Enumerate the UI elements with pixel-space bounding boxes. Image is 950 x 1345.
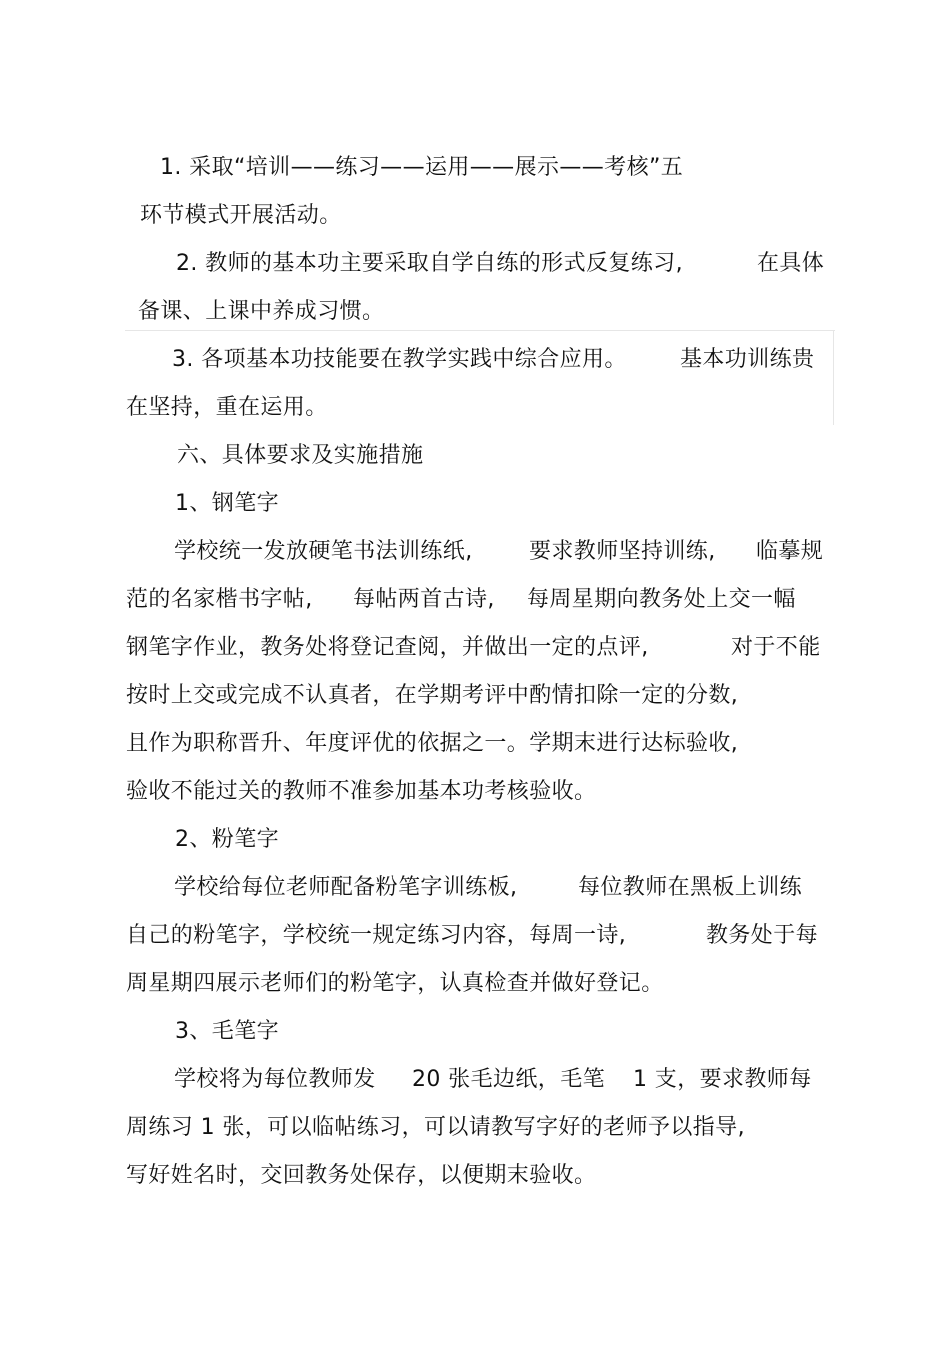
text-line: 周练习 1 张，可以临帖练习，可以请教写字好的老师予以指导, (126, 1115, 745, 1140)
frame-border-right (833, 330, 834, 425)
text-line: 对于不能 (731, 635, 821, 660)
text-line: 环节模式开展活动。 (140, 203, 342, 228)
text-line: 按时上交或完成不认真者，在学期考评中酌情扣除一定的分数, (126, 683, 739, 708)
text-line: 且作为职称晋升、年度评优的依据之一。学期末进行达标验收, (126, 731, 739, 756)
subsection-heading: 1、钢笔字 (175, 491, 279, 516)
text-line: 每周星期向教务处上交一幅 (527, 587, 796, 612)
text-line: 在坚持，重在运用。 (126, 395, 328, 420)
text-line: 备课、上课中养成习惯。 (138, 299, 385, 324)
section-heading: 六、具体要求及实施措施 (177, 443, 424, 468)
text-line: 1. 采取“培训——练习——运用——展示——考核”五 (160, 155, 684, 180)
text-line: 基本功训练贵 (680, 347, 815, 372)
text-line: 临摹规 (756, 539, 824, 564)
text-line: 范的名家楷书字帖, (126, 587, 313, 612)
text-line: 每帖两首古诗, (353, 587, 495, 612)
text-line: 验收不能过关的教师不准参加基本功考核验收。 (126, 779, 597, 804)
text-line: 在具体 (757, 251, 825, 276)
text-line: 教务处于每 (706, 923, 819, 948)
text-line: 钢笔字作业，教务处将登记查阅，并做出一定的点评, (126, 635, 649, 660)
text-line: 自己的粉笔字，学校统一规定练习内容，每周一诗, (126, 923, 627, 948)
subsection-heading: 2、粉笔字 (175, 827, 279, 852)
frame-border-top (125, 330, 835, 331)
subsection-heading: 3、毛笔字 (175, 1019, 279, 1044)
text-line: 写好姓名时，交回教务处保存，以便期末验收。 (126, 1163, 597, 1188)
text-line: 每位教师在黑板上训练 (578, 875, 803, 900)
text-line: 3. 各项基本功技能要在教学实践中综合应用。 (172, 347, 627, 372)
text-line: 学校给每位老师配备粉笔字训练板, (174, 875, 518, 900)
text-line: 2. 教师的基本功主要采取自学自练的形式反复练习, (176, 251, 683, 276)
text-line: 1 支，要求教师每 (633, 1067, 812, 1092)
text-line: 学校将为每位教师发 (174, 1067, 376, 1092)
text-line: 要求教师坚持训练, (529, 539, 716, 564)
text-line: 周星期四展示老师们的粉笔字，认真检查并做好登记。 (126, 971, 664, 996)
text-line: 20 张毛边纸，毛笔 (412, 1067, 605, 1092)
text-line: 学校统一发放硬笔书法训练纸, (174, 539, 473, 564)
